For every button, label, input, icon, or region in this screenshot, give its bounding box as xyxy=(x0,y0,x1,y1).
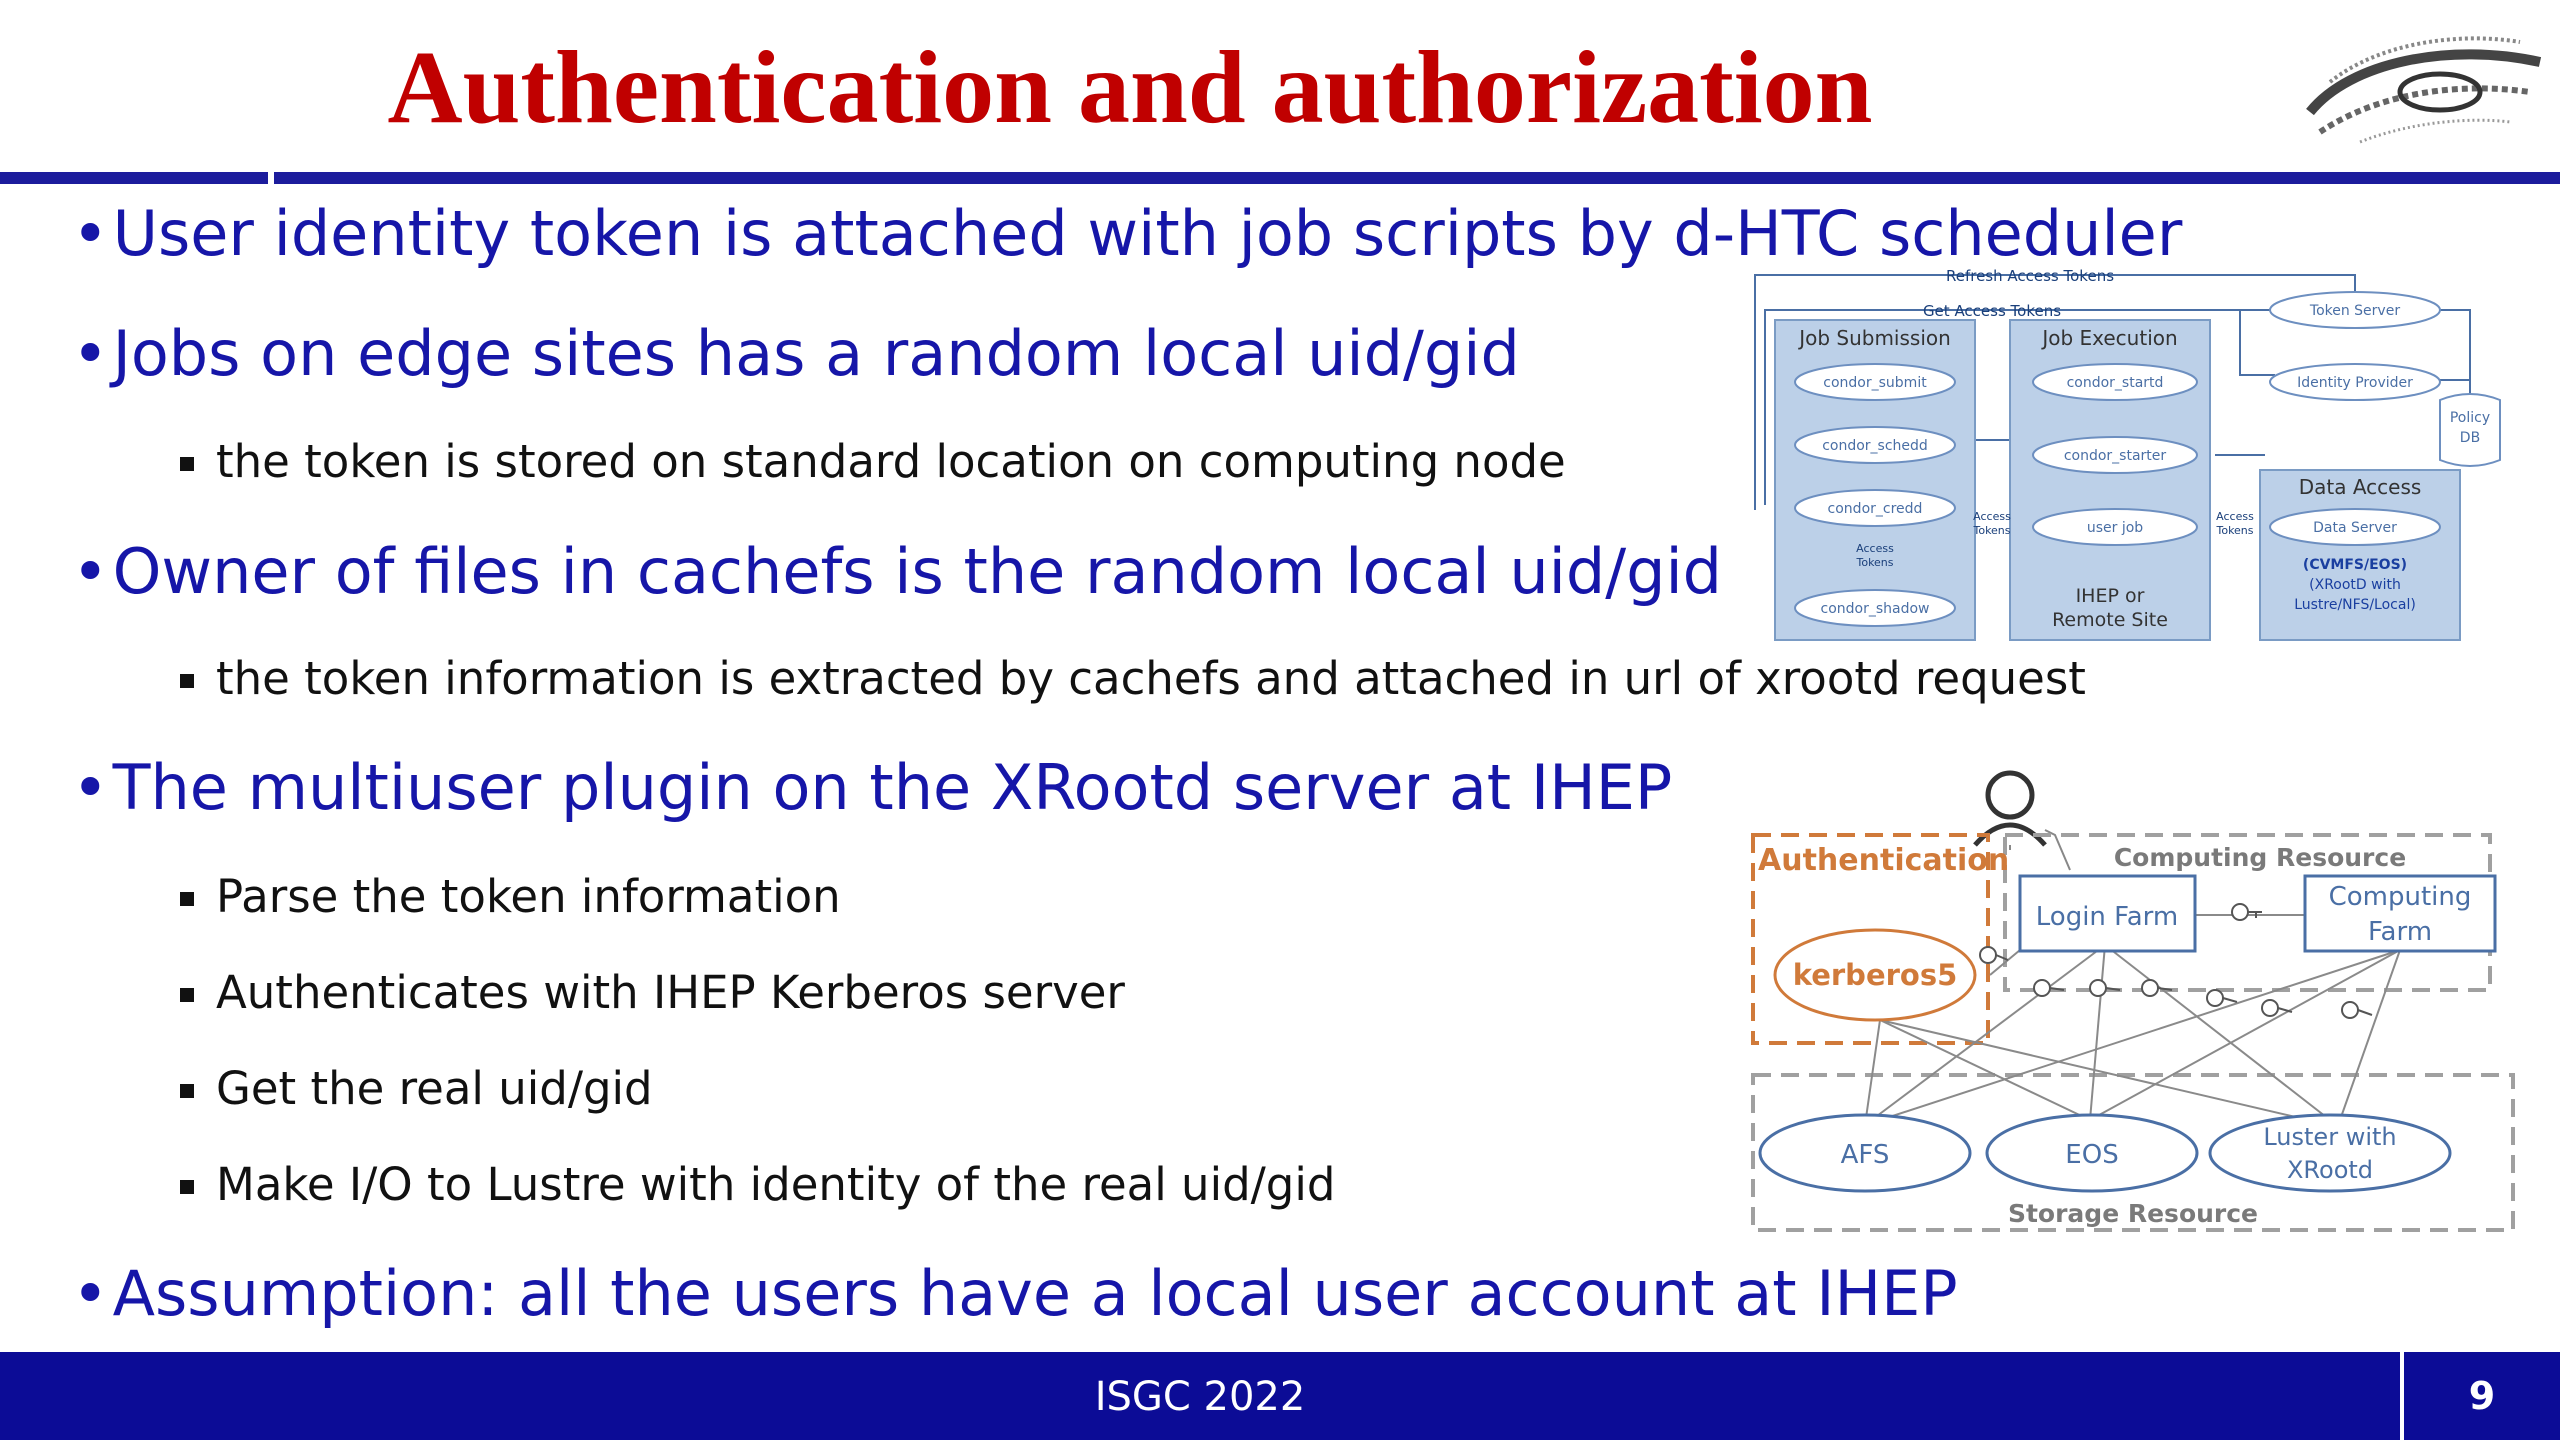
bullet-cachefs-owner: • Owner of files in cachefs is the random local uid/gid xyxy=(72,534,1722,610)
sub-token-location: the token is stored on standard location on computing node xyxy=(180,434,1566,490)
kerberos-label: kerberos5 xyxy=(1792,958,1958,992)
afs-label: AFS xyxy=(1840,1140,1890,1170)
key-icon xyxy=(2262,1000,2292,1016)
computing-farm-label-2: Farm xyxy=(2367,917,2433,947)
computing-farm-label-1: Computing xyxy=(2328,882,2472,912)
ihep-site-label-2: Remote Site xyxy=(2052,609,2168,631)
condor-credd-label: condor_credd xyxy=(1827,501,1923,517)
condor-submit-label: condor_submit xyxy=(1823,375,1927,391)
identity-provider-label: Identity Provider xyxy=(2297,375,2413,391)
access-tokens-label-b2: Tokens xyxy=(1973,524,2011,537)
auth-resource-diagram xyxy=(1740,760,2510,1240)
job-execution-label: Job Execution xyxy=(2042,326,2178,350)
policy-db-label-1: Policy xyxy=(2449,410,2491,426)
condor-shadow-label: condor_shadow xyxy=(1820,601,1930,617)
cvmfs-label: (CVMFS/EOS) xyxy=(2302,557,2408,573)
job-submission-label: Job Submission xyxy=(1799,326,1951,350)
header-rule-left xyxy=(0,172,268,184)
computing-resource-label: Computing Resource xyxy=(2113,843,2407,872)
key-icon xyxy=(2342,1002,2372,1018)
lustre-label: Lustre/NFS/Local) xyxy=(2294,597,2416,613)
sub-parse-token: Parse the token information xyxy=(180,869,841,925)
ihep-site-label-1: IHEP or xyxy=(2075,585,2145,607)
xrootd-with-label: (XRootD with xyxy=(2309,577,2401,593)
bullet-random-uid: • Jobs on edge sites has a random local uid/gid xyxy=(72,316,1520,392)
key-icon xyxy=(2207,990,2237,1006)
policy-db-label-2: DB xyxy=(2459,430,2481,446)
token-flow-diagram xyxy=(1740,260,2491,650)
login-farm-label: Login Farm xyxy=(2035,902,2179,932)
access-tokens-label-c2: Tokens xyxy=(2216,524,2254,537)
access-tokens-label-a2: Tokens xyxy=(1856,556,1894,569)
luster-label-1: Luster with xyxy=(2263,1123,2397,1151)
token-server-label: Token Server xyxy=(2309,303,2401,319)
storage-resource-label: Storage Resource xyxy=(2007,1199,2259,1228)
eos-label: EOS xyxy=(2065,1140,2119,1170)
sub-lustre-io: Make I/O to Lustre with identity of the real uid/gid xyxy=(180,1157,1335,1213)
page-number: 9 xyxy=(2468,1374,2496,1418)
condor-starter-label: condor_starter xyxy=(2063,448,2167,464)
footer-conference: ISGC 2022 xyxy=(1094,1374,1306,1420)
access-tokens-label-a1: Access xyxy=(1856,542,1894,555)
key-icon xyxy=(2232,904,2262,920)
bullet-multiuser-plugin: • The multiuser plugin on the XRootd server at IHEP xyxy=(72,750,1672,826)
condor-startd-label: condor_startd xyxy=(2066,375,2164,391)
authentication-label: Authentication xyxy=(1758,843,2010,878)
access-tokens-label-b1: Access xyxy=(1973,510,2011,523)
sub-real-uid: Get the real uid/gid xyxy=(180,1061,653,1117)
header-rule-right xyxy=(274,172,2560,184)
access-tokens-label-c1: Access xyxy=(2216,510,2254,523)
bullet-identity-token: • User identity token is attached with job scripts by d-HTC scheduler xyxy=(72,196,2182,272)
user-job-label: user job xyxy=(2086,520,2144,536)
bullet-assumption: • Assumption: all the users have a local user account at IHEP xyxy=(72,1256,1958,1332)
luster-label-2: XRootd xyxy=(2286,1156,2374,1184)
data-server-label: Data Server xyxy=(2313,520,2397,536)
sub-authenticate-kerberos: Authenticates with IHEP Kerberos server xyxy=(180,965,1125,1021)
data-access-label: Data Access xyxy=(2298,475,2422,499)
slide-title: Authentication and authorization xyxy=(387,30,1873,145)
get-tokens-label: Get Access Tokens xyxy=(1922,302,2062,320)
refresh-tokens-label: Refresh Access Tokens xyxy=(1945,267,2115,285)
sub-token-extracted: the token information is extracted by cachefs and attached in url of xrootd request xyxy=(180,651,2086,707)
ihep-logo-icon xyxy=(2290,22,2550,162)
condor-schedd-label: condor_schedd xyxy=(1822,438,1928,454)
